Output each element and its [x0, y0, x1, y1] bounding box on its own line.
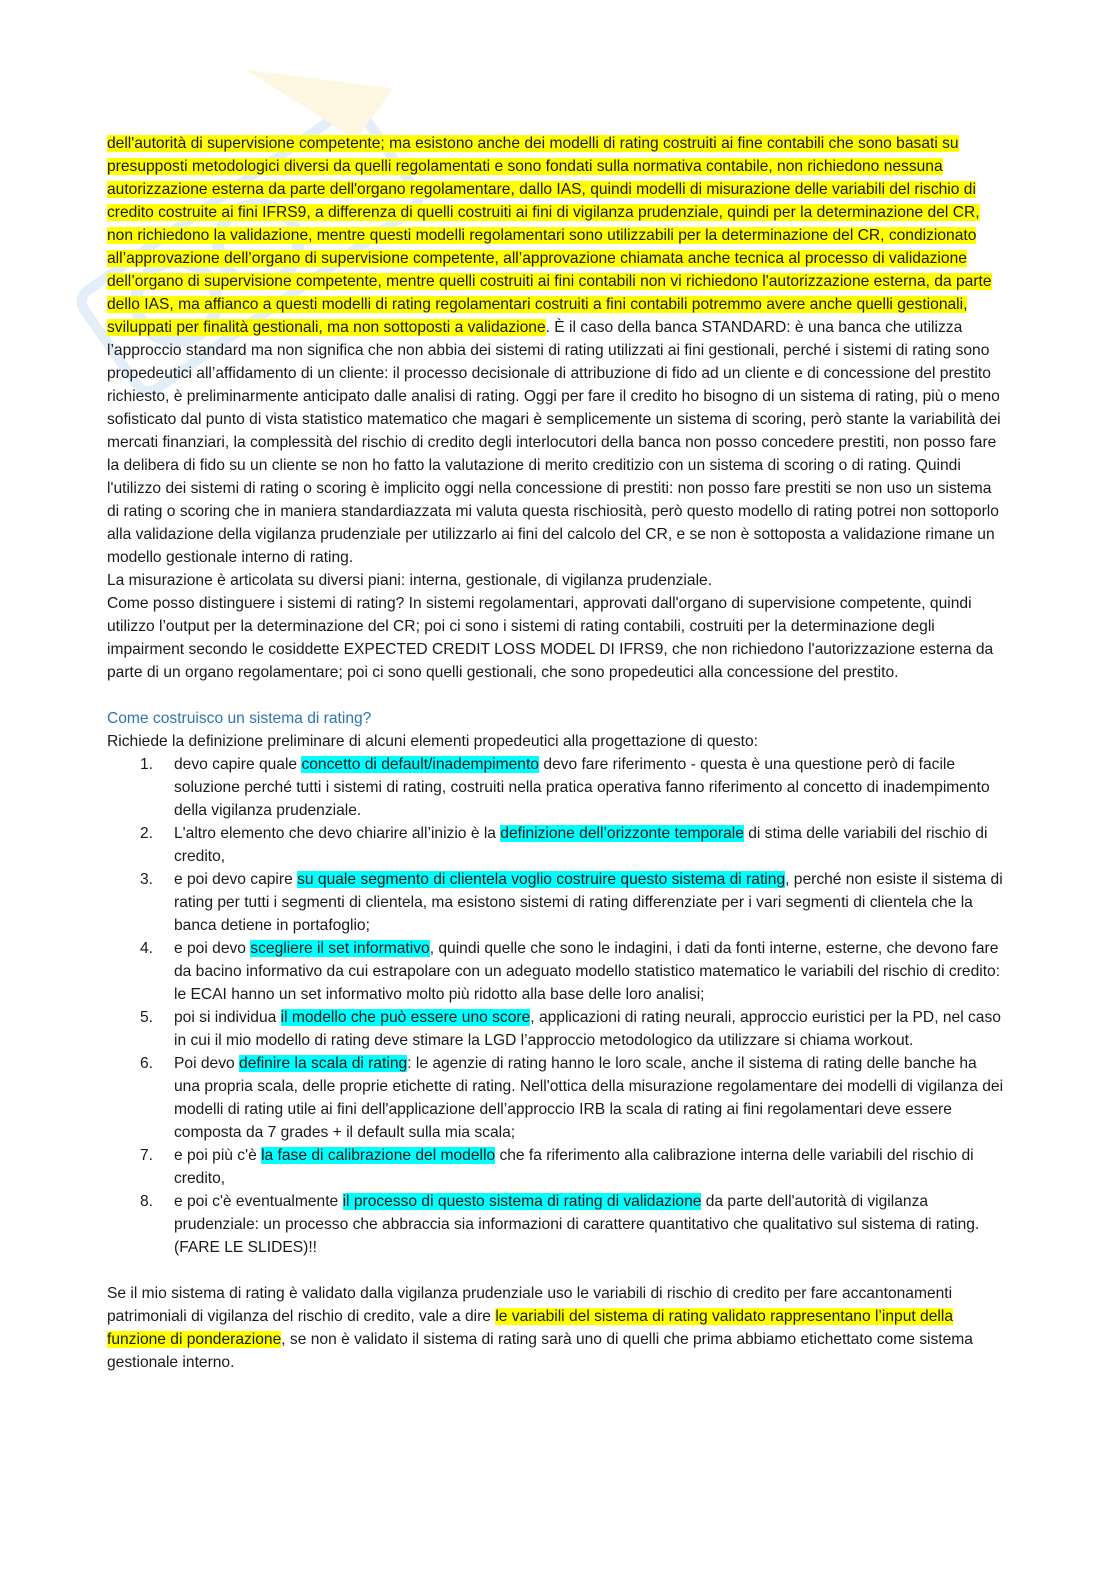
closing-paragraph: Se il mio sistema di rating è validato dalla vigilanza prudenziale uso le variabili di rischio di credito per fare accantonamenti patrimoniali di vigilanza del rischio di credito, vale a dire le variabili del sistema di rating validato rappresentano l’input della funzione di ponderazione, se non è validato il sistema di rating sarà uno di quelli che prima abbiamo etichettato come sistema gestionale interno.: [107, 1285, 973, 1371]
list-item: 6. Poi devo definire la scala di rating: le agenzie di rating hanno le loro scale, anche il sistema di rating delle banche ha una propria scala, delle proprie etichette di rating. Nell'ottica della misurazione regolamentare dei modelli di vigilanza dei modelli di rating utile ai fini dell'applicazione dell’approccio IRB la scala di rating ai fini regolamentari deve essere composta da 7 grades + il default sulla mia scala;: [107, 1052, 1007, 1144]
list-number: 4.: [140, 940, 154, 957]
highlight-cyan: definizione dell’orizzonte temporale: [500, 825, 744, 842]
list-item: 1. devo capire quale concetto di default/inadempimento devo fare riferimento - questa è una questione però di facile soluzione perché tutti i sistemi di rating, costruiti nella pratica operativa fanno riferimento al concetto di inadempimento della vigilanza prudenziale.: [107, 753, 1007, 822]
highlight-cyan: su quale segmento di clientela voglio costruire questo sistema di rating: [297, 871, 786, 888]
highlight-yellow: dell'autorità di supervisione competente; ma esistono anche dei modelli di rating costruiti ai fine contabili che sono basati su presupposti metodologici diversi da quelli regolamentati e sono fondati sulla normativa contabile, non richiedono nessuna autorizzazione esterna da parte dell'organo regolamentare, dallo IAS, quindi modelli di misurazione delle variabili del rischio di credito costruite ai fini IFRS9, a differenza di quelli costruiti ai fini di vigilanza prudenziale, quindi per la determinazione del CR, non richiedono la validazione, mentre questi modelli regolamentari sono utilizzabili per la determinazione del CR, condizionato all’approvazione dell’organo di supervisione competente, all’approvazione chiamata anche tecnica al processo di validazione dell’organo di supervisione competente, mentre quelli costruiti ai fini contabili non vi richiedono l'autorizzazione esterna, da parte dello IAS, ma affianco a questi modelli di rating regolamentari costruiti a fini contabili potremmo avere anche quelli gestionali, sviluppati per finalità gestionali, ma non sottoposti a validazione: [107, 135, 992, 336]
section-heading: Come costruisco un sistema di rating?: [107, 710, 372, 727]
spacer: [107, 1259, 1007, 1282]
highlight-yellow: le variabili del sistema di rating validato rappresentano l’input della funzione di ponderazione: [107, 1308, 953, 1348]
intro-paragraph: [107, 132, 1007, 569]
highlight-cyan: definire la scala di rating: [239, 1055, 408, 1072]
list-item: 4. e poi devo scegliere il set informativo, quindi quelle che sono le indagini, i dati da fonti interne, esterne, che devono fare da bacino informativo da cui estrapolare con un adeguato modello statistico matematico le variabili del rischio di credito: le ECAI hanno un set informativo molto più ridotto alla base delle loro analisi;: [107, 937, 1007, 1006]
document-body: [107, 132, 1007, 1374]
list-number: 8.: [140, 1193, 154, 1210]
list-item: 2. L'altro elemento che devo chiarire all’inizio è la definizione dell’orizzonte temporale di stima delle variabili del rischio di credito,: [107, 822, 1007, 868]
list-number: 3.: [140, 871, 154, 888]
spacer: [107, 684, 1007, 707]
list-number: 1.: [140, 756, 154, 773]
list-number: 6.: [140, 1055, 154, 1072]
highlight-cyan: il processo di questo sistema di rating di validazione: [342, 1193, 702, 1210]
highlight-cyan: la fase di calibrazione del modello: [261, 1147, 496, 1164]
list-item: 8. e poi c'è eventualmente il processo di questo sistema di rating di validazione da parte dell'autorità di vigilanza prudenziale: un processo che abbraccia sia informazioni di carattere quantitativo che qualitativo sul sistema di rating. (FARE LE SLIDES)!!: [107, 1190, 1007, 1259]
list-item: 5. poi si individua il modello che può essere uno score, applicazioni di rating neurali, approccio euristici per la PD, nel caso in cui il mio modello di rating deve stimare la LGD l’approccio metodologico da utilizzare si chiama workout.: [107, 1006, 1007, 1052]
highlight-cyan: il modello che può essere uno score: [280, 1009, 531, 1026]
list-item: 3. e poi devo capire su quale segmento di clientela voglio costruire questo sistema di rating, perché non esiste il sistema di rating per tutti i segmenti di clientela, ma esistono sistemi di rating differenziate per i vari segmenti di clientela che la banca detiene in portafoglio;: [107, 868, 1007, 937]
list-number: 5.: [140, 1009, 154, 1026]
paragraph-distinction: Come posso distinguere i sistemi di rating? In sistemi regolamentari, approvati dall'organo di supervisione competente, quindi utilizzo l’output per la determinazione del CR; poi ci sono i sistemi di rating contabili, costruiti per la determinazione degli impairment secondo le cosiddette EXPECTED CREDIT LOSS MODEL DI IFRS9, che non richiedono l'autorizzazione esterna da parte di un organo regolamentare; poi ci sono quelli gestionali, che sono propedeutici alla concessione del prestito.: [107, 595, 994, 681]
intro-text: . È il caso della banca STANDARD: è una banca che utilizza l’approccio standard ma non significa che non abbia dei sistemi di rating utilizzati ai fini gestionali, perché i sistemi di rating sono propedeutici all’affidamento di un cliente: il processo decisionale di attribuzione di fido ad un cliente e di concessione del prestito richiesto, è preliminarmente anticipato dalle analisi di rating. Oggi per fare il credito ho bisogno di un sistema di rating, più o meno sofisticato dal punto di vista statistico matematico che magari è semplicemente un sistema di scoring, però stante la variabilità dei mercati finanziari, la complessità del rischio di credito degli interlocutori della banca non posso concedere prestiti, non posso fare la delibera di fido su un cliente se non ho fatto la valutazione di merito creditizio con un sistema di scoring o di rating. Quindi l'utilizzo dei sistemi di rating o scoring è implicito oggi nella concessione di prestiti: non posso fare prestiti se non uso un sistema di rating o scoring che in maniera standardiazzata mi valuta questa rischiosità, però questo modello di rating potrei non sottoporlo alla validazione della vigilanza prudenziale per utilizzarlo ai fini del calcolo del CR, e se non è sottoposta a validazione rimane un modello gestionale interno di rating.: [107, 319, 1001, 566]
numbered-list: [107, 753, 1007, 1259]
list-intro: Richiede la definizione preliminare di alcuni elementi propedeutici alla progettazione di questo:: [107, 733, 759, 750]
highlight-cyan: concetto di default/inadempimento: [301, 756, 539, 773]
highlight-cyan: scegliere il set informativo: [250, 940, 430, 957]
paragraph-levels: La misurazione è articolata su diversi piani: interna, gestionale, di vigilanza prudenziale.: [107, 572, 713, 589]
list-item: 7. e poi più c'è la fase di calibrazione del modello che fa riferimento alla calibrazione interna delle variabili del rischio di credito,: [107, 1144, 1007, 1190]
list-number: 7.: [140, 1147, 154, 1164]
list-number: 2.: [140, 825, 154, 842]
